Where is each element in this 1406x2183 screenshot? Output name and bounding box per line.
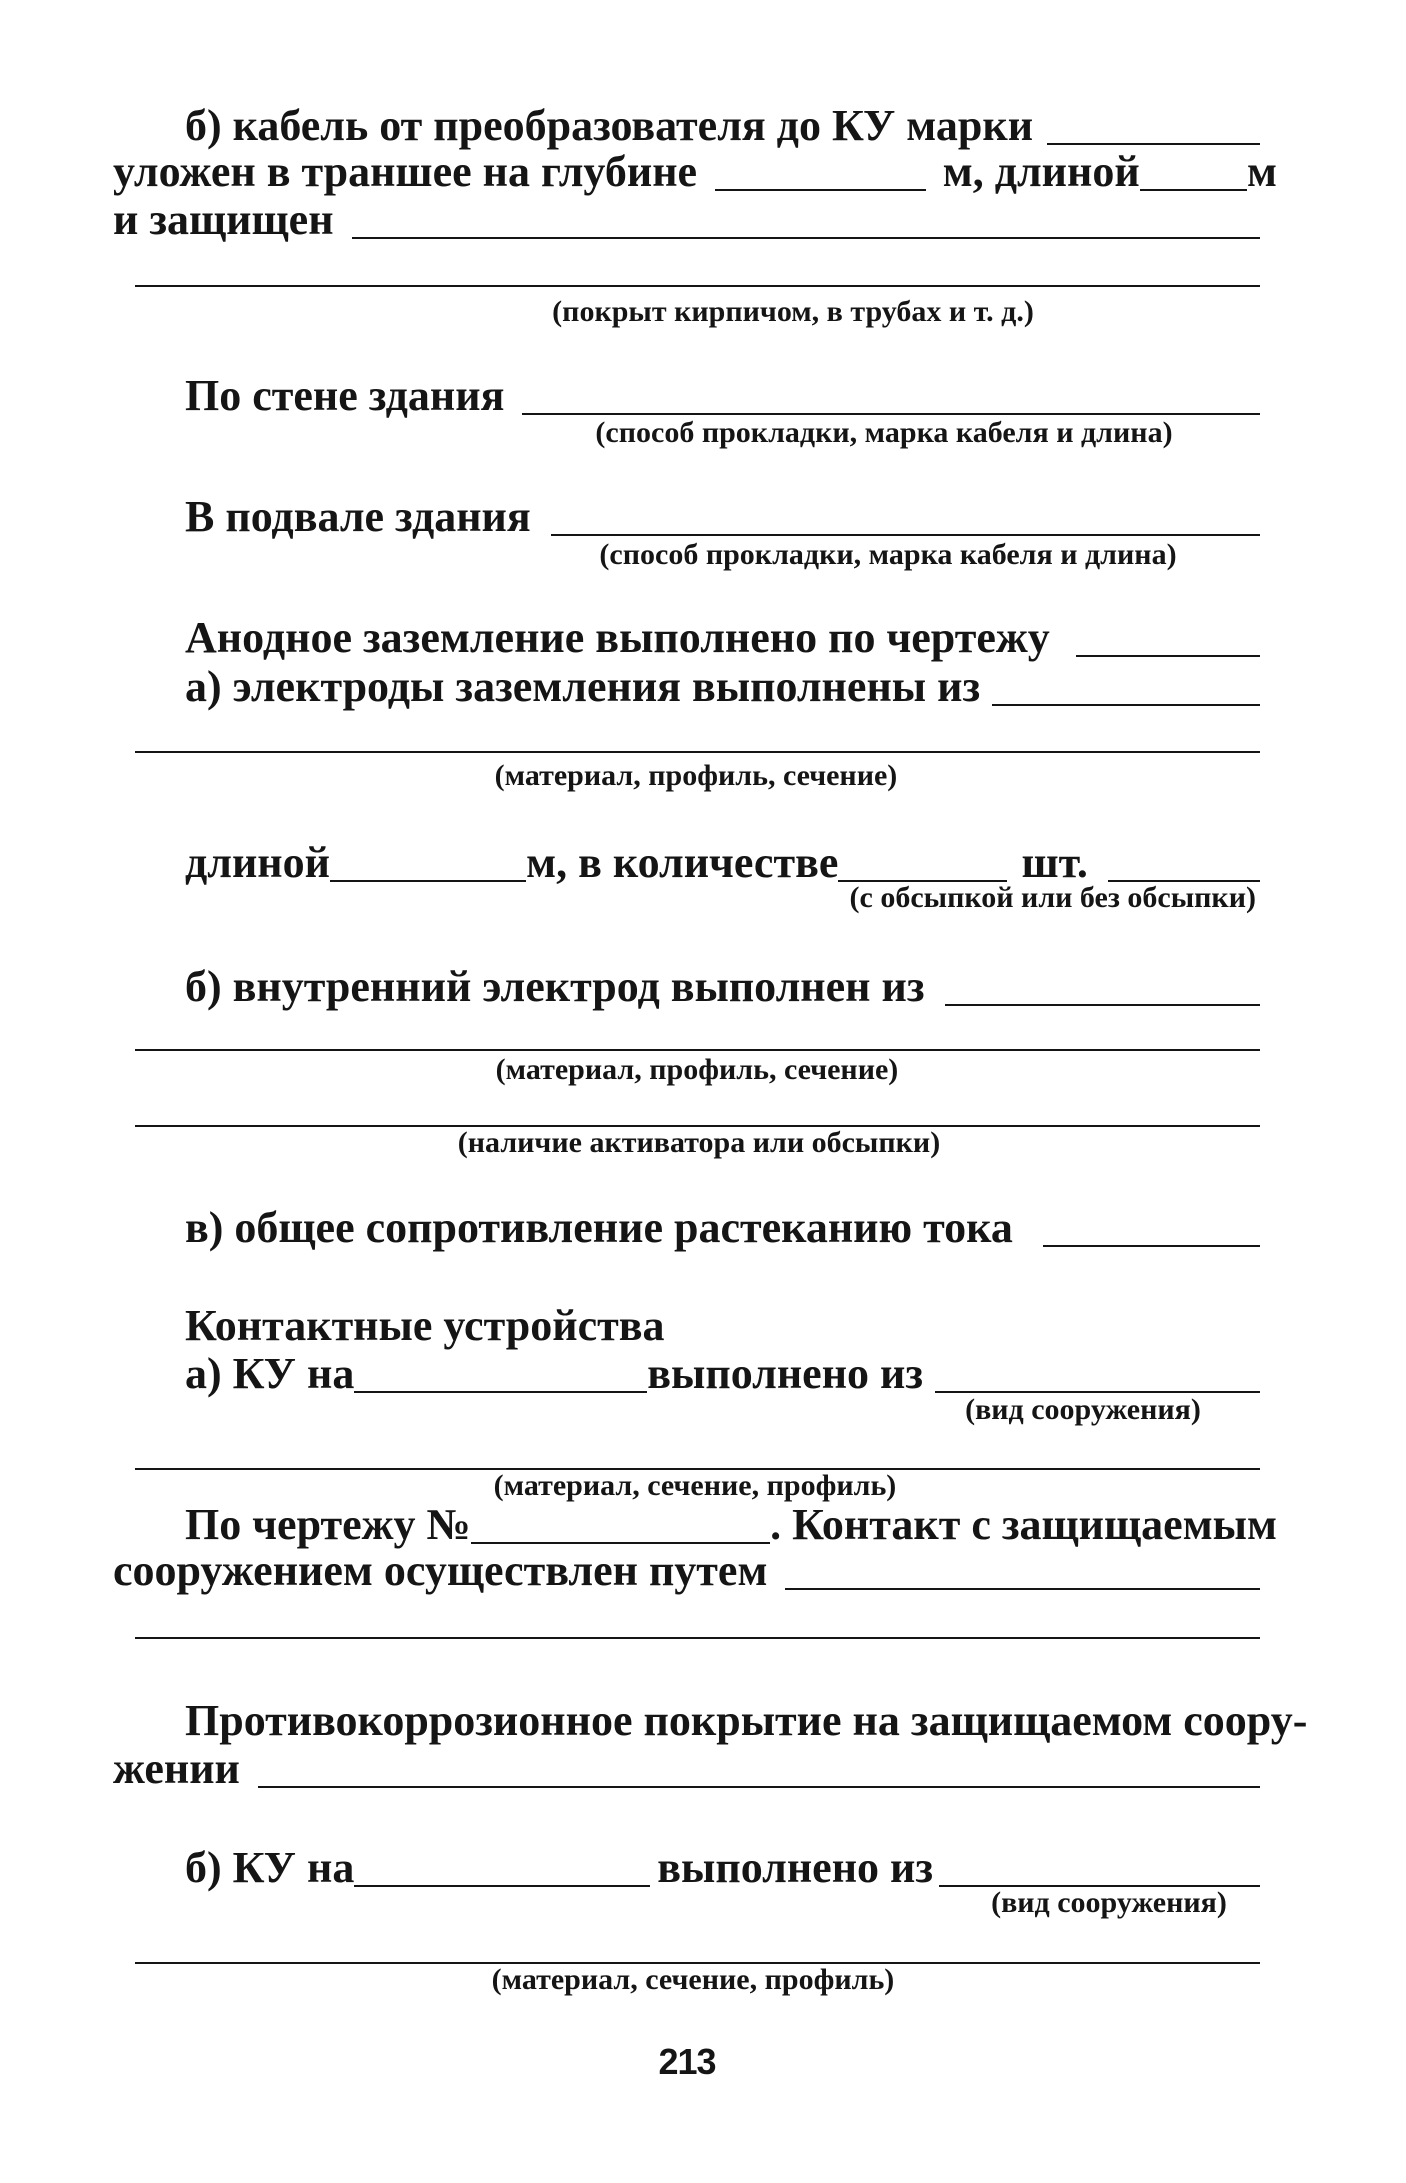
contact-method-blank bbox=[785, 1588, 1260, 1590]
device-a-structure-hint: (вид сооружения) bbox=[965, 1393, 1201, 1426]
resistance-blank bbox=[1043, 1245, 1260, 1247]
basement-row bbox=[185, 493, 1260, 541]
basement-label: В подвале здания bbox=[185, 492, 531, 541]
cable-brand-label: б) кабель от преобразователя до КУ марки bbox=[185, 101, 1034, 150]
electrodes-label: а) электроды заземления выполнены из bbox=[185, 662, 981, 711]
contact-method-rule bbox=[135, 1637, 1260, 1639]
resistance-label: в) общее сопротивление растеканию тока bbox=[185, 1203, 1013, 1252]
wall-blank bbox=[522, 413, 1260, 415]
cable-protection-blank bbox=[352, 237, 1260, 239]
electrodes-row bbox=[185, 663, 1260, 711]
cable-brand-row bbox=[185, 102, 1260, 150]
device-a-made-of-label: выполнено из bbox=[647, 1349, 924, 1398]
cable-length-blank bbox=[1140, 189, 1247, 191]
contact-method-row bbox=[113, 1547, 1260, 1595]
anode-drawing-blank bbox=[1076, 655, 1260, 657]
device-b-prefix: б) КУ на bbox=[185, 1843, 355, 1892]
wall-label: По стене здания bbox=[185, 371, 505, 420]
coating-blank bbox=[258, 1786, 1260, 1788]
contact-method-label: сооружением осуществлен путем bbox=[113, 1546, 768, 1595]
coating-label-line2: жении bbox=[113, 1744, 240, 1793]
resistance-row bbox=[185, 1204, 1260, 1252]
page-number: 213 bbox=[658, 2041, 716, 2082]
electrodes-hint: (материал, профиль, сечение) bbox=[494, 759, 898, 792]
device-a-row bbox=[185, 1350, 1260, 1398]
electrodes-blank bbox=[992, 704, 1260, 706]
basement-blank bbox=[551, 534, 1260, 536]
device-b-row bbox=[185, 1844, 1260, 1892]
contacts-title-row bbox=[185, 1302, 1260, 1350]
inner-material-hint: (материал, профиль, сечение) bbox=[495, 1053, 899, 1086]
inner-activator-hint: (наличие активатора или обсыпки) bbox=[457, 1126, 941, 1159]
device-a-structure-blank bbox=[354, 1391, 647, 1393]
inner-material-rule bbox=[135, 1049, 1260, 1051]
drawing-no-row bbox=[185, 1501, 1277, 1549]
cable-protected-row bbox=[113, 196, 1260, 244]
drawing-no-label: По чертежу № bbox=[185, 1500, 471, 1549]
device-b-material-hint: (материал, сечение, профиль) bbox=[491, 1963, 895, 1996]
anode-drawing-row bbox=[185, 614, 1260, 662]
inner-electrode-label: б) внутренний электрод выполнен из bbox=[185, 962, 925, 1011]
electrodes-rule bbox=[135, 751, 1260, 753]
electrode-pieces-label: шт. bbox=[1021, 838, 1088, 887]
cable-length-unit: м bbox=[1247, 147, 1277, 196]
electrode-length-row bbox=[185, 839, 1260, 887]
cable-trench-label: уложен в траншее на глубине bbox=[113, 147, 698, 196]
cable-protection-hint: (покрыт кирпичом, в трубах и т. д.) bbox=[552, 295, 1034, 328]
wall-row bbox=[185, 372, 1260, 420]
coating-row-1 bbox=[185, 1696, 1308, 1745]
electrode-quantity-label: м, в количестве bbox=[526, 838, 839, 887]
inner-electrode-row bbox=[185, 963, 1260, 1011]
coating-row-2 bbox=[113, 1745, 1260, 1793]
electrode-backfill-hint: (с обсыпкой или без обсыпки) bbox=[849, 881, 1256, 914]
cable-depth-blank bbox=[715, 189, 926, 191]
contacts-title: Контактные устройства bbox=[185, 1301, 665, 1350]
drawing-no-blank bbox=[471, 1542, 770, 1544]
contact-label: . Контакт с защищаемым bbox=[770, 1500, 1277, 1549]
cable-protection-rule bbox=[135, 285, 1260, 287]
device-b-structure-blank bbox=[354, 1885, 650, 1887]
cable-protected-label: и защищен bbox=[113, 195, 334, 244]
device-b-structure-hint: (вид сооружения) bbox=[991, 1886, 1227, 1919]
wall-hint: (способ прокладки, марка кабеля и длина) bbox=[595, 416, 1173, 449]
electrode-length-label: длиной bbox=[185, 838, 330, 887]
device-a-prefix: а) КУ на bbox=[185, 1349, 355, 1398]
electrode-length-blank bbox=[330, 880, 526, 882]
anode-drawing-label: Анодное заземление выполнено по чертежу bbox=[185, 613, 1050, 662]
basement-hint: (способ прокладки, марка кабеля и длина) bbox=[599, 538, 1177, 571]
inner-electrode-blank bbox=[945, 1004, 1260, 1006]
cable-trench-row bbox=[113, 148, 1277, 196]
device-a-material-hint: (материал, сечение, профиль) bbox=[493, 1469, 897, 1502]
cable-brand-blank bbox=[1047, 143, 1260, 145]
cable-length-label: м, длиной bbox=[942, 147, 1140, 196]
coating-label-line1: Противокоррозионное покрытие на защищаемом соору- bbox=[185, 1696, 1308, 1745]
device-b-made-of-label: выполнено из bbox=[657, 1843, 934, 1892]
